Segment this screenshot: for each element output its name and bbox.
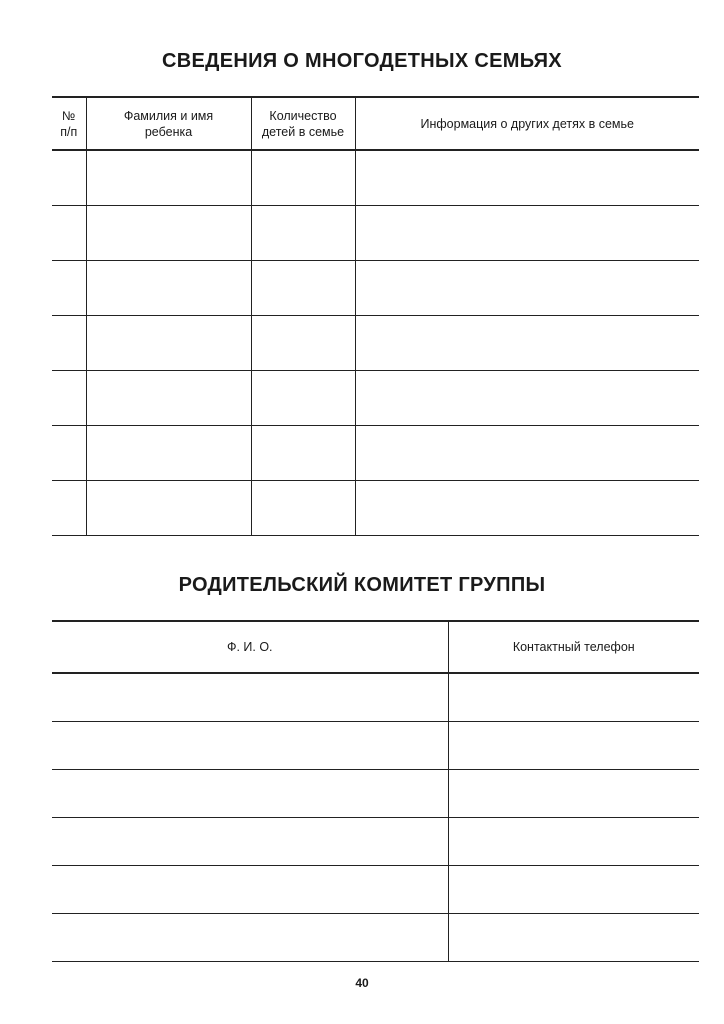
table-row <box>52 371 699 426</box>
empty-cell[interactable] <box>52 866 448 914</box>
empty-cell[interactable] <box>355 206 699 261</box>
header-text-line: п/п <box>60 124 78 139</box>
table-row <box>52 481 699 536</box>
large-families-table <box>52 96 699 536</box>
table-row <box>52 426 699 481</box>
empty-cell[interactable] <box>448 866 699 914</box>
empty-cell[interactable] <box>52 150 86 206</box>
empty-cell[interactable] <box>251 371 355 426</box>
header-text-line: детей в семье <box>261 124 345 139</box>
empty-cell[interactable] <box>86 316 251 371</box>
empty-cell[interactable] <box>448 818 699 866</box>
empty-cell[interactable] <box>52 316 86 371</box>
table-row <box>52 150 699 206</box>
header-text-line: Фамилия и имя <box>123 108 214 123</box>
table-row <box>52 770 699 818</box>
empty-cell[interactable] <box>86 261 251 316</box>
column-header-child-name <box>86 97 251 150</box>
table-row <box>52 818 699 866</box>
section-title-parent-committee: РОДИТЕЛЬСКИЙ КОМИТЕТ ГРУППЫ <box>178 574 546 596</box>
table-header-row <box>52 621 699 673</box>
empty-cell[interactable] <box>251 481 355 536</box>
table-header-row <box>52 97 699 150</box>
empty-cell[interactable] <box>86 371 251 426</box>
empty-cell[interactable] <box>86 426 251 481</box>
table-row <box>52 261 699 316</box>
empty-cell[interactable] <box>251 261 355 316</box>
empty-cell[interactable] <box>86 150 251 206</box>
header-text-line: Информация о других детях в семье <box>420 116 634 131</box>
empty-cell[interactable] <box>52 481 86 536</box>
empty-cell[interactable] <box>355 316 699 371</box>
column-header-other-children-info <box>355 97 699 150</box>
header-text-line: ребенка <box>144 124 193 139</box>
empty-cell[interactable] <box>52 914 448 962</box>
empty-cell[interactable] <box>448 770 699 818</box>
empty-cell[interactable] <box>86 481 251 536</box>
table-row <box>52 914 699 962</box>
empty-cell[interactable] <box>251 316 355 371</box>
empty-cell[interactable] <box>251 426 355 481</box>
parent-committee-table <box>52 620 699 962</box>
page-number: 40 <box>355 976 369 990</box>
header-text-line: № <box>62 108 76 123</box>
empty-cell[interactable] <box>52 261 86 316</box>
empty-cell[interactable] <box>251 150 355 206</box>
empty-cell[interactable] <box>448 722 699 770</box>
empty-cell[interactable] <box>355 371 699 426</box>
empty-cell[interactable] <box>52 673 448 722</box>
empty-cell[interactable] <box>52 426 86 481</box>
column-header-phone: Контактный телефон <box>448 621 699 673</box>
empty-cell[interactable] <box>52 722 448 770</box>
table-row <box>52 316 699 371</box>
empty-cell[interactable] <box>355 426 699 481</box>
empty-cell[interactable] <box>86 206 251 261</box>
table-row <box>52 673 699 722</box>
empty-cell[interactable] <box>251 206 355 261</box>
empty-cell[interactable] <box>448 673 699 722</box>
column-header-full-name: Ф. И. О. <box>52 621 448 673</box>
column-header-number <box>52 97 86 150</box>
section-title-large-families: СВЕДЕНИЯ О МНОГОДЕТНЫХ СЕМЬЯХ <box>162 50 562 72</box>
empty-cell[interactable] <box>52 818 448 866</box>
table-row <box>52 866 699 914</box>
empty-cell[interactable] <box>448 914 699 962</box>
table-row <box>52 206 699 261</box>
empty-cell[interactable] <box>355 261 699 316</box>
column-header-children-count <box>251 97 355 150</box>
header-text-line: Количество <box>269 108 337 123</box>
empty-cell[interactable] <box>355 150 699 206</box>
table-row <box>52 722 699 770</box>
empty-cell[interactable] <box>355 481 699 536</box>
empty-cell[interactable] <box>52 770 448 818</box>
empty-cell[interactable] <box>52 206 86 261</box>
empty-cell[interactable] <box>52 371 86 426</box>
